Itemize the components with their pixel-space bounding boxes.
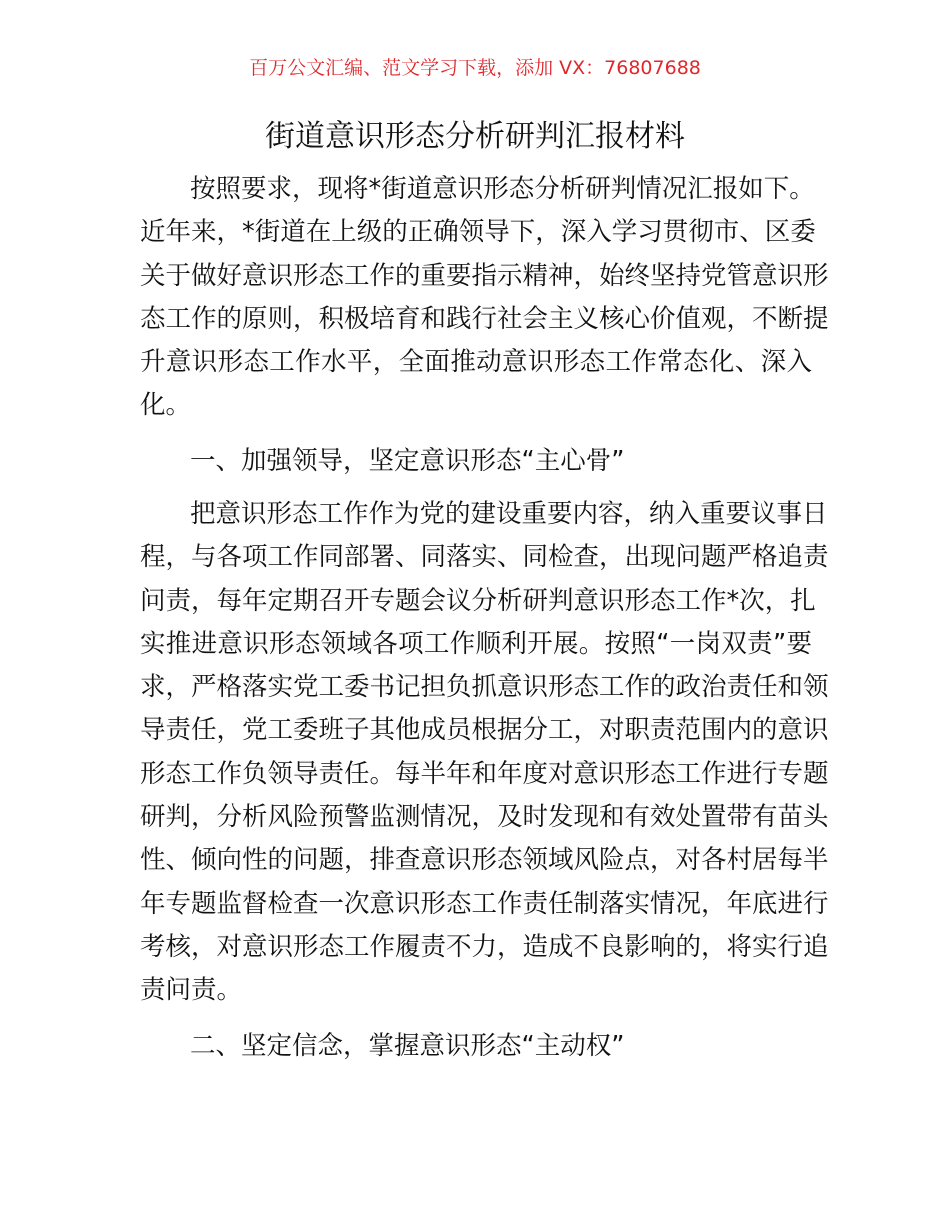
paragraph-line: 升意识形态工作水平，全面推动意识形态工作常态化、深入 <box>140 347 812 378</box>
paragraph-line: 形态工作负领导责任。每半年和年度对意识形态工作进行专题 <box>140 758 829 789</box>
section-1-paragraph <box>140 493 829 1013</box>
paragraph-line: 程，与各项工作同部署、同落实、同检查，出现问题严格追责 <box>140 542 829 573</box>
intro-paragraph <box>140 168 829 428</box>
paragraph-line: 按照要求，现将*街道意识形态分析研判情况汇报如下。 <box>190 174 815 204</box>
section-heading: 一、加强领导，坚定意识形态“主心骨” <box>190 446 625 476</box>
paragraph-line: 研判，分析风险预警监测情况，及时发现和有效处置带有苗头 <box>140 802 829 833</box>
paragraph-line: 近年来，*街道在上级的正确领导下，深入学习贯彻市、区委 <box>140 217 816 248</box>
document-title: 街道意识形态分析研判汇报材料 <box>265 119 685 154</box>
paragraph-line: 考核，对意识形态工作履责不力，造成不良影响的，将实行追 <box>140 931 829 962</box>
paragraph-line: 导责任，党工委班子其他成员根据分工，对职责范围内的意识 <box>140 715 829 746</box>
paragraph-line: 责问责。 <box>140 975 243 1006</box>
paragraph-line: 求，严格落实党工委书记担负抓意识形态工作的政治责任和领 <box>140 672 829 703</box>
paragraph-line: 态工作的原则，积极培育和践行社会主义核心价值观，不断提 <box>140 303 829 334</box>
paragraph-line: 年专题监督检查一次意识形态工作责任制落实情况，年底进行 <box>140 888 829 919</box>
section-2-heading <box>140 1025 812 1068</box>
watermark-header: 百万公文汇编、范文学习下载，添加 VX：76807688 <box>249 57 701 79</box>
section-1-heading <box>140 440 812 483</box>
paragraph-line: 化。 <box>140 390 192 421</box>
section-heading: 二、坚定信念，掌握意识形态“主动权” <box>190 1031 625 1061</box>
paragraph-line: 问责，每年定期召开专题会议分析研判意识形态工作*次，扎 <box>140 585 816 616</box>
paragraph-line: 把意识形态工作作为党的建设重要内容，纳入重要议事日 <box>190 499 828 529</box>
paragraph-line: 实推进意识形态领域各项工作顺利开展。按照“一岗双责”要 <box>140 628 812 659</box>
paragraph-line: 关于做好意识形态工作的重要指示精神，始终坚持党管意识形 <box>140 260 829 291</box>
paragraph-line: 性、倾向性的问题，排查意识形态领域风险点，对各村居每半 <box>140 845 829 876</box>
